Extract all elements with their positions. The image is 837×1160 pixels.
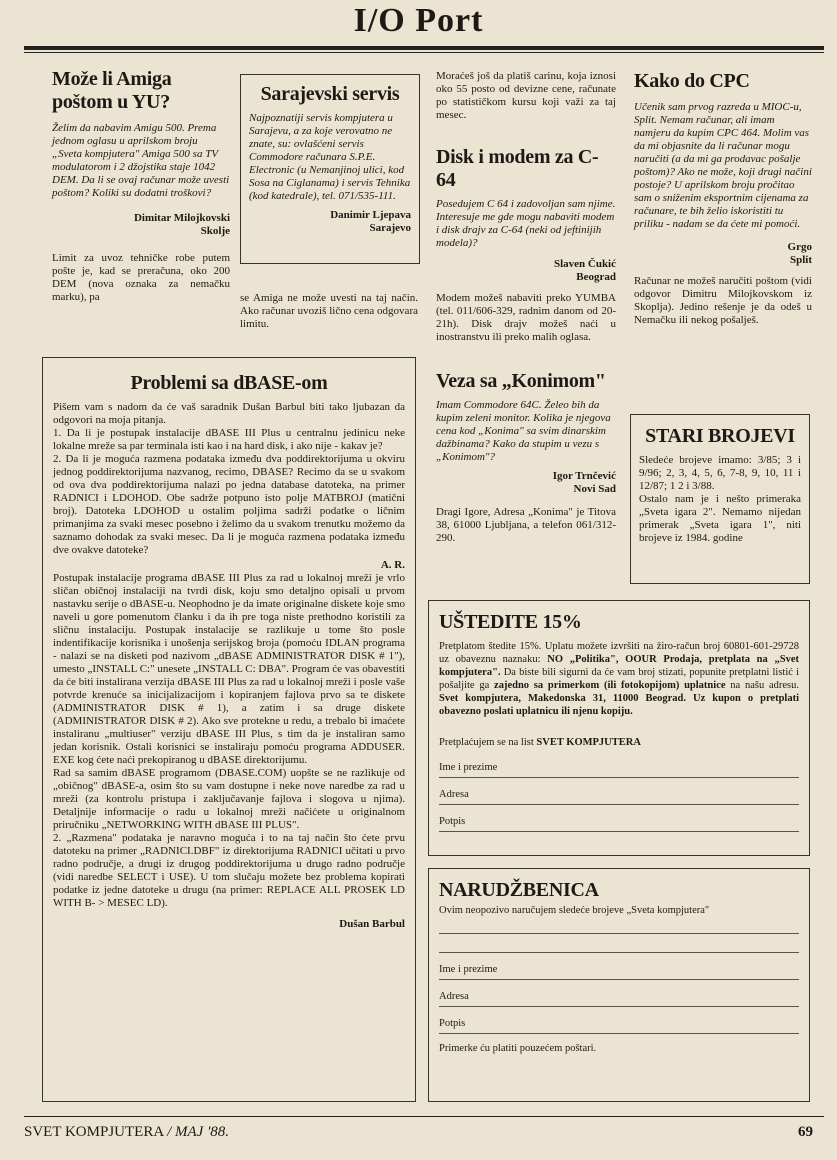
footer-left (24, 1124, 229, 1141)
order-heading: NARUDŽBENICA (439, 879, 599, 901)
article-sarajevo (240, 74, 420, 264)
reader-signature: Grgo (787, 241, 812, 253)
page-title: I/O Port (353, 2, 484, 39)
disk-city: Beograd (576, 271, 616, 283)
footer-rule (24, 1116, 824, 1117)
reader-question: Želim da nabavim Amigu 500. Prema jednom oglasu u aprilskom broju „Sveta kompjutera" Amiga 500 sa TV modulatorom i 2 džojstika staje 1042 DEM. Da li se ovaj računar može uvesti poštom? Koliki su dodatni troškovi? (52, 122, 230, 199)
konim-signature: Igor Trnčević (552, 470, 616, 482)
dbase-answer-3: 2. „Razmena" podataka je naravno moguća i to na taj način što ćete prvu datoteku na primer „RADNICI.DBF" iz direktorijuma RADNICI učitati u prvo radno područje, a drugi iz drugog poddirektorijuma u drugo radno područje (vidi naredbe SELECT i USE). U tom slučaju možete bez problema kopirati podatke iz jedne datoteke u drugu (na primer: REPLACE ALL PROSEK LD WITH B- > MESEC LD). (53, 832, 405, 909)
box-back-issues (630, 414, 810, 584)
subscription-heading: UŠTEDITE 15% (439, 611, 582, 633)
back-issues-heading: STARI BROJEVI (645, 425, 795, 447)
amiga-answer-continued: se Amiga ne može uvesti na taj način. Ako računar uvoziš lično cena odgovara limitu. (240, 292, 418, 330)
reader-signature: Danimir Ljepava (330, 209, 411, 221)
konim-answer: Dragi Igore, Adresa „Konima" je Titova 38, 61000 Ljubljana, a telefon 061/312-290. (436, 506, 616, 544)
order-signature-field[interactable]: Potpis (439, 1007, 799, 1034)
article-dbase (42, 357, 416, 1102)
reader-question: Učenik sam prvog razreda u MIOC-u, Split. Nemam računar, ali imam namjeru da kupim CPC 464. Molim vas da mi objasnite da li računar mogu naručiti (a da mi ga prodavac pošalje poštom)? Ako ne može, koji drugi načini postoje? U aprilskom broju pročitao sam o sniženim eksportnim cijenama za računare, te bih želio iskoristiti tu priliku - nadam se da ćete mi pomoći. (634, 101, 812, 230)
title-rule-thin (24, 52, 824, 53)
konim-heading: Veza sa „Konimom" (436, 370, 606, 392)
title-rule (24, 46, 824, 50)
reader-city: Sarajevo (369, 222, 411, 234)
dbase-answer-1: Postupak instalacije programa dBASE III Plus za rad u lokalnoj mreži je vrlo sličan običnoj instalaciji na tvrdi disk, koju smo detaljno opisali u prvom nastavku serije o dBASE-u. Neophodno je da imate originalne diskete koje smo naveli u gore pomenutom članku i da ih pre toga niste prethodno koristili za sličnu instalaciju. Postupak instalacije se razlikuje u tome što posle indentifikacije korisnika i unošenja serijskog broja (pomoću IDLAN programa - nalazi se na disketi pod nazivom „dBASE ADMINISTRATOR DISK # 1"), umesto „INSTALL C:" unesete „INSTALL C: DBA". Program će vas obavestiti da će biti instalirana verzija dBASE III Plus za rad u lokalnoj mreži i posle vaše potvrde krenuće sa inicijalizacijom i kopiranjem fajlova prvo sa te diskete (ADMINISTRATOR DISK # 1), a zatim i sa druge diskete (ADMINISTRATOR DISK # 2). Ako sve protekne u redu, a trebalo bi imaćete instaliranu „multiuser" verziju dBASE III Plus, s tim da je instaliran samo jedan korisnik. Ostali korisnici se instaliraju pomoću programa ADDUSER. EXE kog ćete naći prekopiranog u dBASE direktorijumu. (53, 572, 405, 766)
box-subscription (428, 600, 810, 856)
konim-question: Imam Commodore 64C. Želeo bih da kupim zeleni monitor. Kolika je njegova cena kod „Konima" sa svim dinarskim dažbinama? Kako da stupim u vezu s „Konimom"? (436, 399, 611, 463)
order-address-field[interactable]: Adresa (439, 980, 799, 1007)
order-line-2[interactable] (439, 934, 799, 953)
article-heading: Kako do CPC (634, 70, 750, 92)
dbase-answer-2: Rad sa samim dBASE programom (DBASE.COM) uopšte se ne razlikuje od „običnog" dBASE-a, osim što su vam dostupne i neke nove naredbe za rad u mreži (za kontrolu pristupa i zaključavanje fajlova i slogova u njima). Detaljnije informacije o radu u lokalnoj mreži načićete u originalnom priručniku „NETWORKING WITH dBASE III PLUS". (53, 767, 405, 831)
subscription-line: Pretplaćujem se na list SVET KOMPJUTERA (439, 737, 641, 748)
customs-text: Moraćeš još da platiš carinu, koja iznosi oko 55 posto od devizne cene, računate po statističkom kursu koji važi za taj mesec. (436, 70, 616, 121)
disk-question: Posedujem C 64 i zadovoljan sam njime. Interesuje me gde mogu nabaviti modem i disk drajv za C-64 (neki od jeftinijih modela)? (436, 198, 616, 249)
order-name-field[interactable]: Ime i prezime (439, 953, 799, 980)
reader-signature: Dimitar Milojkovski (133, 212, 230, 224)
editor-answer: Limit za uvoz tehničke robe putem pošte je, kad se preračuna, oko 200 DEM (nova oznaka za nemačku marku), pa (52, 252, 230, 303)
disk-signature: Slaven Čukić (553, 258, 616, 270)
reader-city: Split (789, 254, 812, 266)
disk-heading: Disk i modem za C-64 (436, 146, 599, 191)
footer-magazine: SVET KOMPJUTERA (24, 1124, 164, 1140)
footer-issue: / MAJ '88. (167, 1124, 230, 1140)
subscription-address-field[interactable]: Adresa (439, 778, 799, 805)
order-note: Primerke ću platiti pouzećem poštari. (439, 1043, 597, 1054)
box-order-form (428, 868, 810, 1102)
dbase-question-2: 2. Da li je moguća razmena podataka između dva poddirektorijuma u okviru jednog poddirektorijuma nazvanog, recimo, DBASE? Recimo da se u svakom od ova dva poddirektorijuma nalazi po jedna database datoteka, na primer RADNICI i LDOHOD. Obe sadrže potpuno isto polje MATBROJ (matični broj). Datoteka LDOHOD u ostalim poljima sadrži podatke o ličnim primanjima za svaki mesec posebno i želimo da u svakom trenutku možemo da saznamo dohodak za svaki mesec. Da li je moguća razmena podataka između dve ovakve datoteke? (53, 453, 405, 556)
order-line-1[interactable] (439, 917, 799, 934)
article-heading: Problemi sa dBASE-om (130, 372, 328, 394)
article-heading: Može li Amiga poštom u YU? (52, 68, 172, 113)
subscription-name-field[interactable]: Ime i prezime (439, 751, 799, 778)
order-text: Ovim neopozivo naručujem sledeće brojeve „Sveta kompjutera" (439, 905, 710, 916)
reader-question: Najpoznatiji servis kompjutera u Sarajevu, a za koje verovatno ne znate, su: ovlašćeni servis Commodore računara S.P.E. Electronic (u Nemanjinoj ulici, kod Sosa na Ciglanama) i servis Tehnika (kod katedrale), tel. 071/535-111. (249, 112, 411, 202)
subscription-text: Pretplatom štedite 15%. Uplatu možete izvršiti na žiro-račun broj 60801-601-29728 uz obaveznu naznaku: NO „Politika", OOUR Prodaja, pretplata na „Svet kompjutera". Da biste bili sigurni da će vam broj stizati, popunite pretplatni listić i pošaljite ga zajedno sa primerkom (ili fotokopijom) uplatnice na našu adresu. Svet kompjutera, Makedonska 31, 11000 Beograd. Uz kupon o pretplati obavezno poslati uplatnicu ili njenu kopiju. (439, 641, 800, 717)
editor-answer: Računar ne možeš naručiti poštom (vidi odgovor Dimitru Milojkovskom iz Skoplja). Jedino rešenje je da odeš u Nemačku ili nekog pošalješ. (634, 275, 812, 326)
article-heading: Sarajevski servis (260, 83, 400, 105)
back-issues-note: Ostalo nam je i nešto primeraka „Sveta igara 2". Nemamo nijedan primerak „Sveta igara 1", niti brojeve iz 1984. godine (639, 493, 801, 544)
dbase-question-signature: A. R. (380, 559, 405, 571)
reader-city: Skolje (200, 225, 230, 237)
column-three (436, 70, 616, 545)
article-amiga (52, 68, 230, 304)
konim-city: Novi Sad (573, 483, 616, 495)
subscription-signature-field[interactable]: Potpis (439, 805, 799, 832)
dbase-intro: Pišem vam s nadom da će vaš saradnik Dušan Barbul biti tako ljubazan da odgovori na moja pitanja. (53, 401, 405, 426)
disk-answer: Modem možeš nabaviti preko YUMBA (tel. 011/606-329, radnim danom od 20-21h). Disk drajv možeš naći u inostranstvu ili preko malih oglasa. (436, 292, 616, 343)
dbase-question-1: 1. Da li je postupak instalacije dBASE III Plus u centralnu jedinicu neke lokalne mreže sa par terminala isti kao i na hard disk, i ako nije - kakav je? (53, 427, 405, 452)
article-cpc (634, 70, 812, 327)
page-number: 69 (798, 1124, 813, 1140)
dbase-answer-signature: Dušan Barbul (339, 918, 405, 930)
back-issues-list: Sledeće brojeve imamo: 3/85; 3 i 9/96; 2, 3, 4, 5, 6, 7-8, 9, 10, 11 i 12/87; 1 2 i 3/88. (639, 454, 801, 492)
